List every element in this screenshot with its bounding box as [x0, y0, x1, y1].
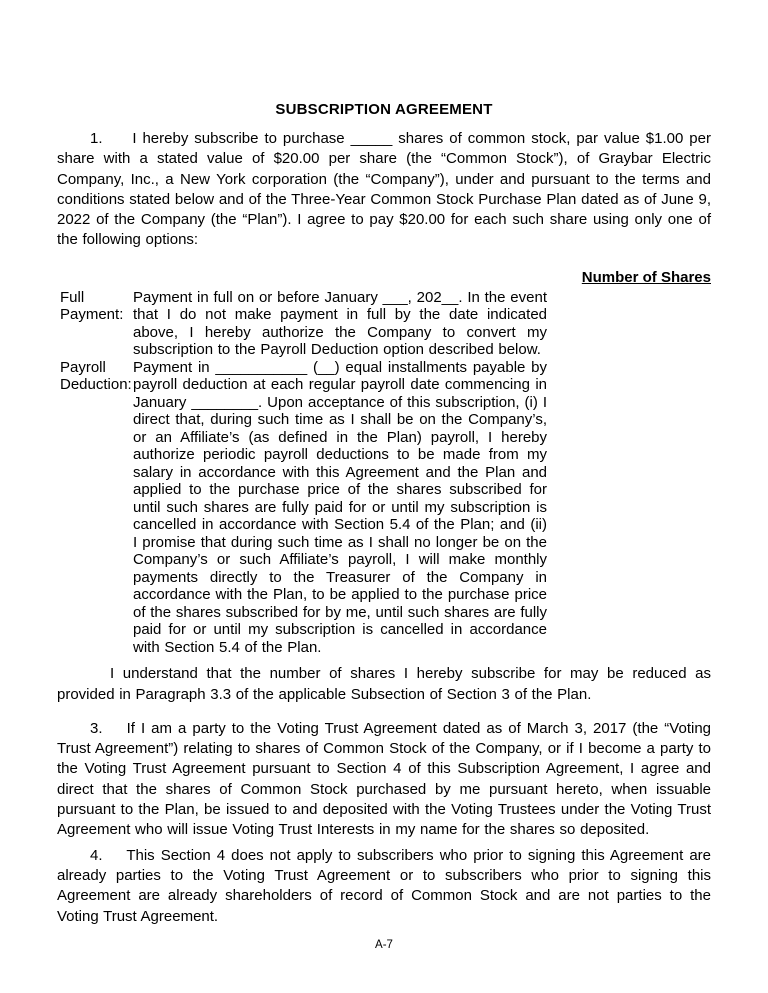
paragraph-subscription: 1. I hereby subscribe to purchase _____ shares of common stock, par value $1.00 per share with a stated value of $20.00 per share (the “Common Stock”), of Graybar Electric Company, Inc., a New York corporation (the “Company”), under and pursuant to the terms and conditions stated below and of the Three-Year Common Stock Purchase Plan dated as of June 9, 2022 of the Company (the “Plan”). I agree to pay $20.00 for each such share using only one of the following options: — [57, 130, 711, 249]
option-text-full-payment: Payment in full on or before January ___, 202__. In the event that I do not make payment in full by the date indicated above, I hereby authorize the Company to convert my subscription to the Payroll Deduction option described below. — [133, 288, 547, 359]
document-title: SUBSCRIPTION AGREEMENT — [275, 101, 493, 118]
payment-options-table — [57, 289, 711, 657]
shares-value-cell-full-payment — [547, 289, 711, 359]
document-content — [57, 0, 711, 927]
page-number: A-7 — [375, 939, 393, 951]
paragraph-voting-trust: 3. If I am a party to the Voting Trust Agreement dated as of March 3, 2017 (the “Voting Trust Agreement”) relating to shares of Common Stock of the Company, or if I become a party to the Voting Trust Agreement pursuant to Section 4 of this Subscription Agreement, I agree and direct that the shares of Common Stock purchased by me pursuant hereto, when issuable pursuant to the Plan, be issued to and deposited with the Voting Trustees under the Voting Trust Agreement who will issue Voting Trust Interests in my name for the shares so deposited. — [57, 719, 711, 839]
option-text-payroll-deduction: Payment in ___________ (__) equal installments payable by payroll deduction at each regular payroll date commencing in January ________. Upon acceptance of this subscription, (i) I direct that, during such time as I shall be on the Company’s, or an Affiliate’s (as defined in the Plan) payroll, I hereby authorize periodic payroll deductions to be made from my salary in accordance with this Agreement and the Plan and applied to the purchase price of the shares subscribed for until such shares are fully paid for or until my subscription is cancelled in accordance with Section 5.4 of the Plan; and (ii) I promise that during such time as I shall no longer be on the Company’s or such Affiliate’s payroll, I will make monthly payments directly to the Treasurer of the Company in accordance with the Plan, to be applied to the purchase price of the shares subscribed for by me, until such shares are fully paid for or until my subscription is cancelled in accordance with Section 5.4 of the Plan. — [133, 358, 547, 656]
shares-value-cell-payroll-deduction — [547, 359, 711, 657]
number-of-shares-header: Number of Shares — [581, 268, 711, 286]
option-label-payroll-deduction: Payroll Deduction: — [60, 358, 132, 394]
paragraph-section-4: 4. This Section 4 does not apply to subscribers who prior to signing this Agreement are already parties to the Voting Trust Agreement or to subscribers who prior to signing this Agreement are already shareholders of record of Common Stock and are not parties to the Voting Trust Agreement. — [57, 846, 711, 925]
paragraph-understand-shares: I understand that the number of shares I hereby subscribe for may be reduced as provided in Paragraph 3.3 of the applicable Subsection of Section 3 of the Plan. — [57, 665, 711, 703]
option-label-full-payment: Full Payment: — [60, 288, 124, 324]
